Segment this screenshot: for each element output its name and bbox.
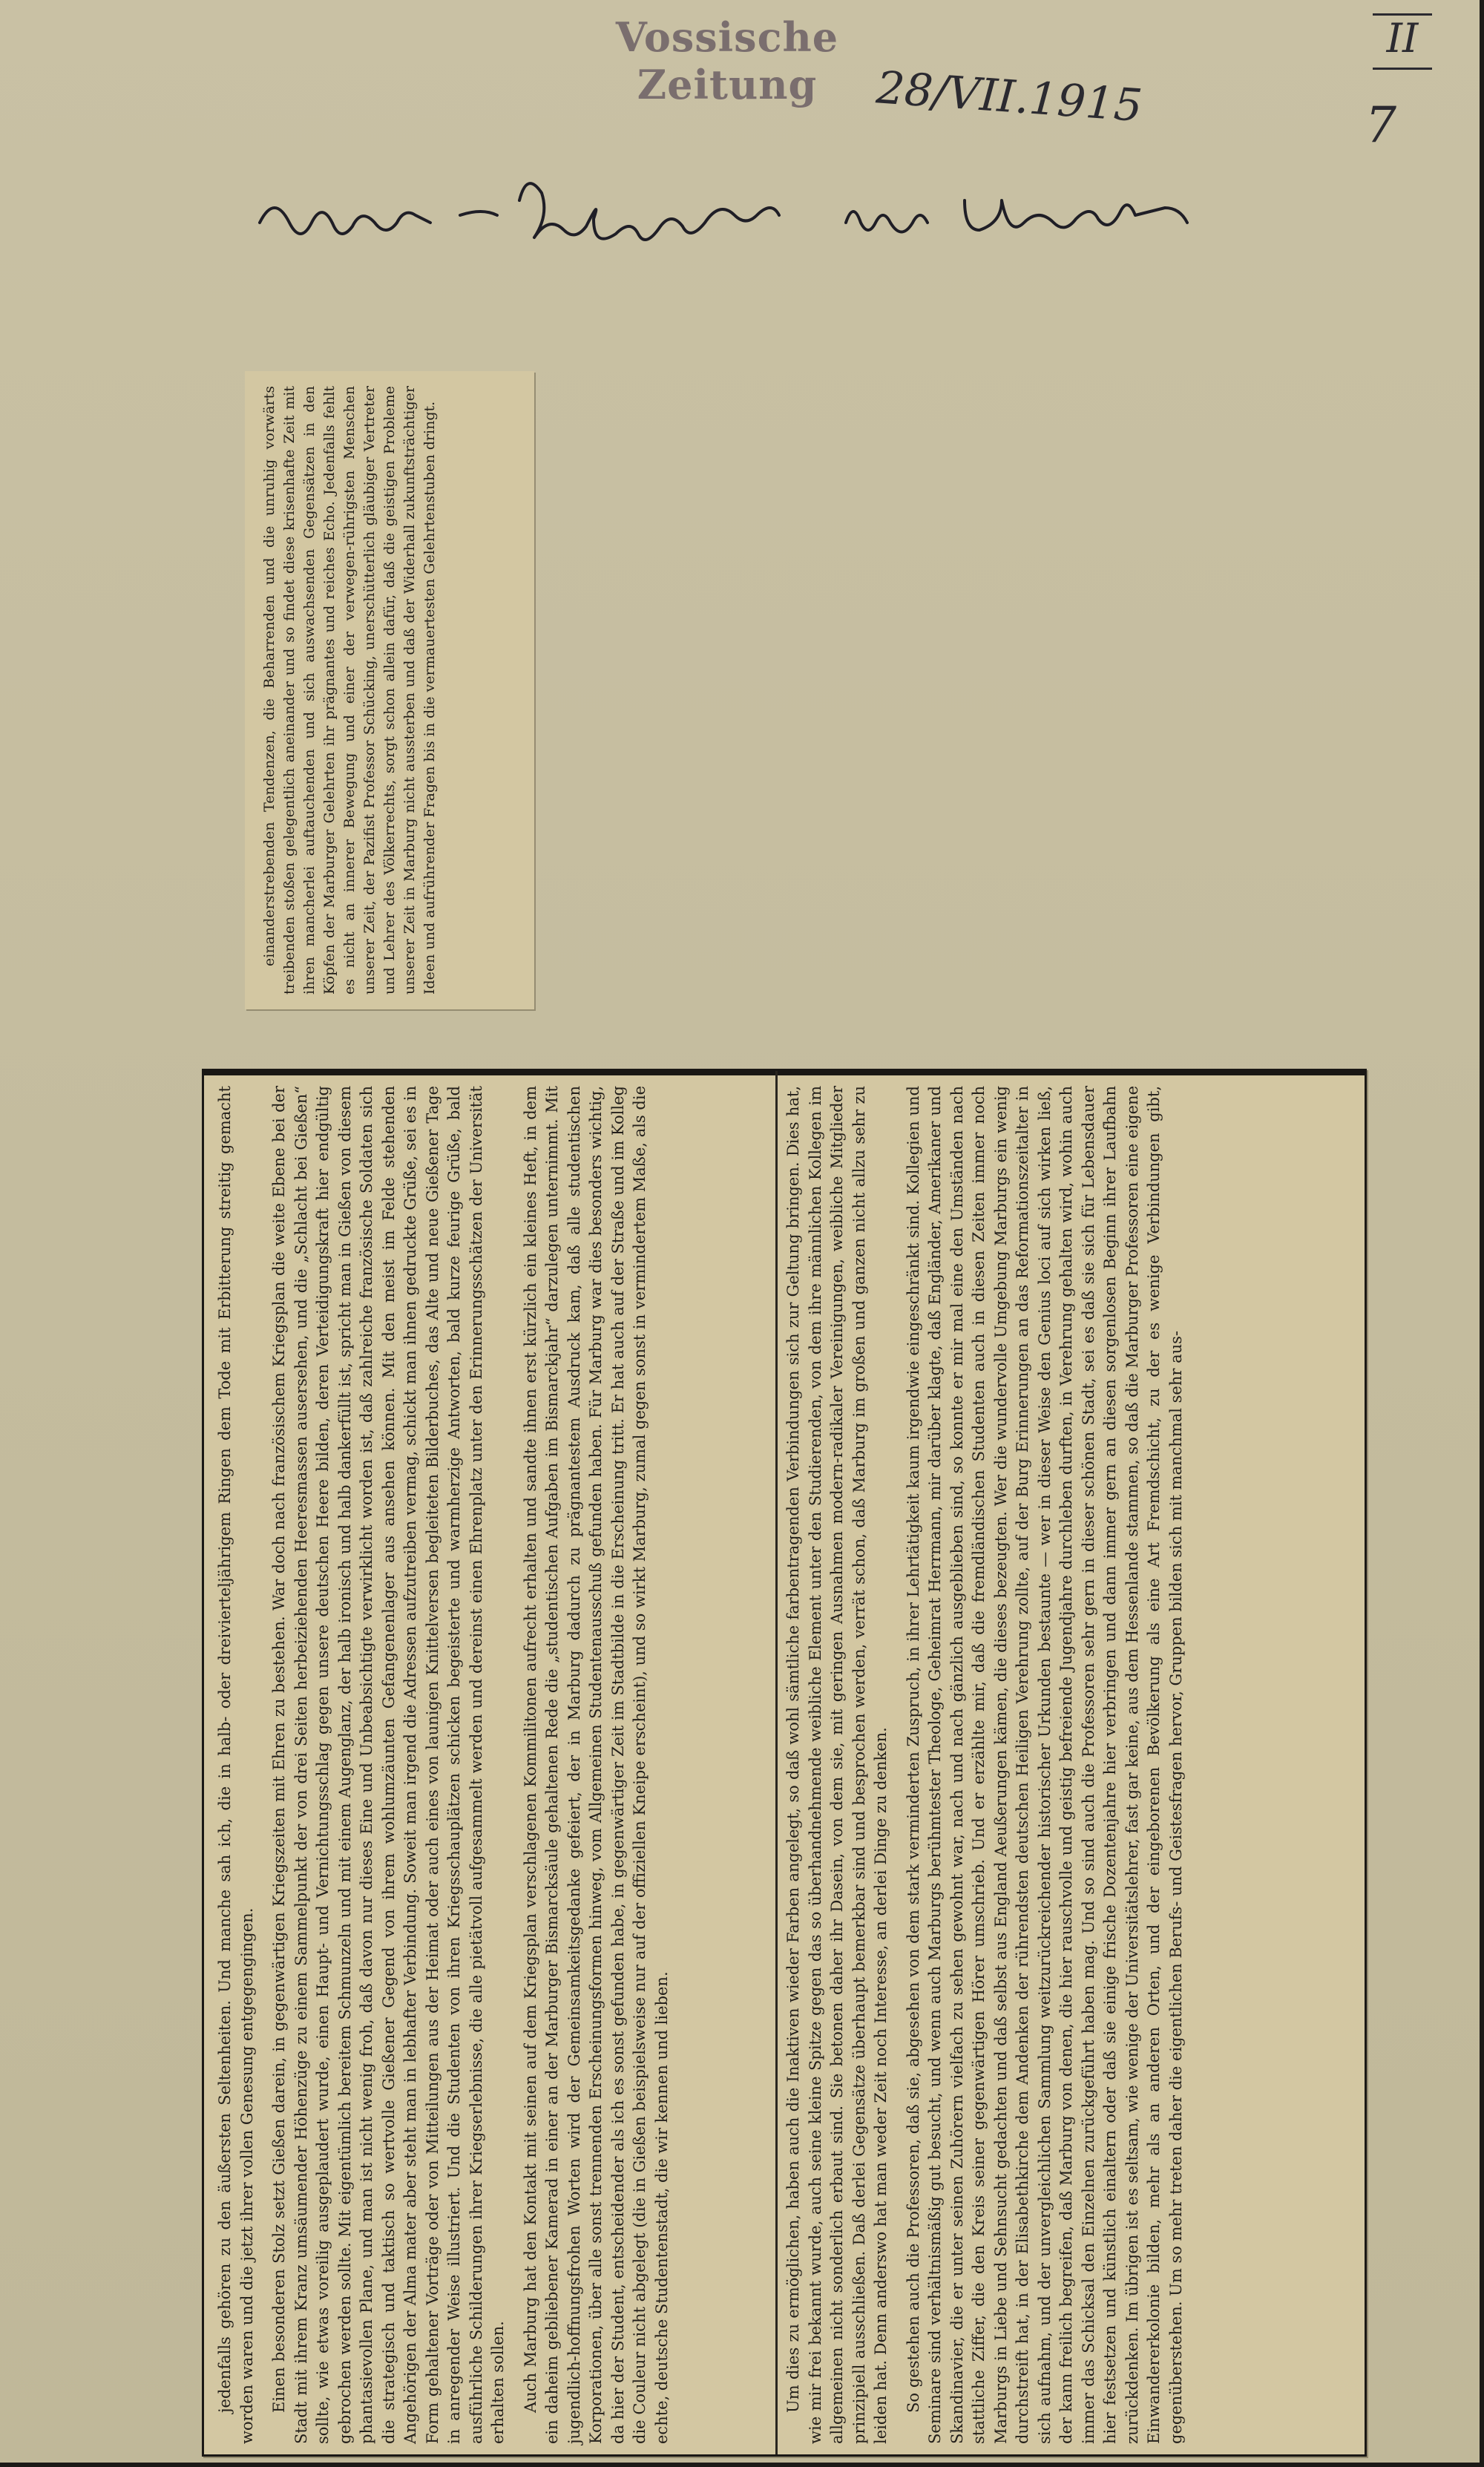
article-column-2 (783, 1086, 1332, 2444)
column-1-paragraph: jedenfalls gehören zu den äußersten Seltenheiten. Und manche sah ich, die in halb- oder dreivierteljährigem Ringen dem Tode mit Erbitterung streitig gemacht worden waren und die jetzt ihrer vollen Genesung entgegengingen. (216, 1086, 256, 2444)
article-column-1 (214, 1086, 749, 2444)
column-divider (775, 1071, 778, 2454)
handwritten-title-signature (252, 171, 1321, 260)
handwritten-page-number: 7 (1365, 96, 1396, 154)
column-1-paragraph: Auch Marburg hat den Kontakt mit seinen auf dem Kriegsplan verschlagenen Kommilitonen aufrecht erhalten und sandte ihnen erst kürzlich ein kleines Heft, in dem ein daheim gebliebener Kamerad in einer an der Marburger Bismarcksäule gehaltenen Rede die „studentischen Aufgaben im Bismarckjahr“ darzulegen unternimmt. Mit jugendlich-hoffnungsfrohen Worten wird der Gemeinsamkeitsgedanke gefeiert, der in Marburg dadurch zu prägnantestem Ausdruck kam, daß alle studentischen Korporationen, über alle sonst trennenden Erscheinungsformen hinweg, vom Allgemeinen Studentenausschuß gefunden haben. Für Marburg war dies besonders wichtig, da hier der Student, entscheidender als ich es sonst gefunden habe, in gegenwärtiger Zeit im Stadtbilde in die Erscheinung tritt. Er hat auch auf der Straße und im Kolleg die Couleur nicht abgelegt (die in Gießen beispielsweise nur auf der offiziellen Kneipe erscheint), und so wirkt Marburg, zumal gegen sonst in vermindertem Maße, als die echte, deutsche Studentenstadt, die wir kennen und lieben. (521, 1086, 671, 2444)
clipping-lower (202, 1069, 1367, 2457)
column-2-paragraph: So gestehen auch die Professoren, daß sie, abgesehen von dem stark verminderten Zuspruch, in ihrer Lehrtätigkeit kaum irgendwie eingeschränkt sind. Kollegien und Seminare sind verhältnismäßig gut besucht, und wenn auch Marburgs berühmtester Theologe, Geheimrat Herrmann, mir darüber klagte, daß Engländer, Amerikaner und Skandinavier, die er unter seinen Zuhörern vielfach zu sehen gewohnt war, nach und nach gänzlich ausgeblieben sind, so konnte er mir mal eine den Umständen nach stattliche Ziffer, die den Kreis seiner gegenwärtigen Hörer umschrieb. Und er erzählte mir, daß die fremdländischen Studenten auch in diesen Zeiten immer noch Marburgs in Liebe und Sehnsucht gedachten und daß selbst aus England Aeußerungen kämen, die dieses bezeugten. Wer die wundervolle Umgebung Marburgs ein wenig durchstreift hat, in der Elisabethkirche dem Andenken der rührendsten deutschen Heiligen Verehrung zollte, auf der Burg Erinnerungen an das Reformationszeitalter in sich aufnahm, und der unvergleichlichen Sammlung weitzurückreichender historischer Urkunden bestaunte — wer in dieser Weise den Genius loci auf sich wirken ließ, der kann freilich begreifen, daß Marburg von denen, die hier rauschvolle und geistig befreiende Jugendjahre durchleben durften, in Verehrung gehalten wird, wohin auch immer das Schicksal den Einzelnen zurückgeführt haben mag. Und so sind auch die Professoren sehr gern in dieser schönen Stadt, sei es daß sie sich für Lebensdauer hier festsetzen und künstlich einaltern oder daß sie einige frische Dozentenjahre hier verbringen und dann immer gern an diesen sorgenlosen Beginn ihrer Laufbahn zurückdenken. Im übrigen ist es seltsam, wie wenige der Universitätslehrer, fast gar keine, aus dem Hessenlande stammen, so daß die Marburger Professoren eine eigene Einwandererkolonie bilden, mehr als an anderen Orten, und der eingeborenen Bevölkerung als eine Art Fremdschicht, zu der es wenige Verbindungen gibt, gegenüberstehen. Um so mehr treten daher die eigentlichen Berufs- und Geistesfragen hervor, Gruppen bilden sich mit manchmal sehr aus- (904, 1086, 1185, 2444)
handwritten-title (252, 171, 1321, 260)
handwritten-roman-numeral: II (1373, 13, 1432, 70)
clipping-upper-text (260, 386, 527, 995)
clipping-top-rule (204, 1071, 1365, 1075)
clipping-upper (245, 371, 534, 1009)
newspaper-stamp: Vossische Zeitung (615, 13, 839, 108)
handwritten-date: 28/VII.1915 (874, 62, 1144, 133)
column-2-paragraph: Um dies zu ermöglichen, haben auch die Inaktiven wieder Farben angelegt, so daß wohl sämtliche farbentragenden Verbindungen sich zur Geltung bringen. Dies hat, wie mir frei bekannt wurde, auch seine kleine Spitze gegen das so überhandnehmende weibliche Element unter den Studierenden, von dem ihre männlichen Kollegen im allgemeinen nicht sonderlich erbaut sind. Sie betonen daher ihr Dasein, von dem sie, mit geringen Ausnahmen modern-radikaler Vereinigungen, weibliche Mitglieder prinzipiell ausschließen. Daß derlei Gegensätze überhaupt bemerkbar sind und besprochen werden, verrät schon, daß Marburg im großen und ganzen nicht allzu sehr zu leiden hat. Denn anderswo hat man weder Zeit noch Interesse, an derlei Dinge zu denken. (784, 1086, 890, 2444)
column-1-paragraph: Einen besonderen Stolz setzt Gießen darein, in gegenwärtigen Kriegszeiten mit Ehren zu bestehen. War doch nach französischem Kriegsplan die weite Ebene bei der Stadt mit ihrem Kranz umsäumender Höhenzüge zu einem Sammelpunkt der von drei Seiten herbeiziehenden Heeresmassen ausersehen, und die „Schlacht bei Gießen“ sollte, wie etwas voreilig ausgeplaudert wurde, einen Haupt- und Vernichtungsschlag gegen unsere deutschen Heere bilden, deren Verteidigungskraft hier endgültig gebrochen werden sollte. Mit eigentümlich bereitem Schmunzeln und mit einem Augenglanz, der halb ironisch und halb dankerfüllt ist, spricht man in Gießen von diesem phantasievollen Plane, und man ist nicht wenig froh, daß davon nur dieses Eine und Unbeabsichtigte verwirklicht worden ist, daß zahlreiche französische Soldaten sich die strategisch und taktisch so wertvolle Gießener Gegend von ihrem wohlumzäunten Gefangenenlager aus ansehen können. Mit den meist im Felde stehenden Angehörigen der Alma mater aber steht man in lebhafter Verbindung. Soweit man irgend die Adressen aufzutreiben vermag, schickt man ihnen gedruckte Grüße, sei es in Form gehaltener Vorträge oder von Mitteilungen aus der Heimat oder auch eines von launigen Knittelversen begleiteten Bilderbuches, das Alte und neue Gießener Tage in anregender Weise illustriert. Und die Studenten von ihren Kriegsschauplätzen schicken begeisterte und warmherzige Antworten, bald kurze feurige Grüße, bald ausführliche Schilderungen ihrer Kriegserlebnisse, die alle pietätvoll aufgesammelt werden und dereinst einen Ehrenplatz unter den Erinnerungsschätzen der Universität erhalten sollen. (270, 1086, 507, 2444)
clipping-upper-paragraph: einanderstrebenden Tendenzen, die Beharrenden und die unruhig vorwärts treibenden stoßen gelegentlich aneinander und so findet diese krisenhafte Zeit mit ihren mancherlei auftauchenden und sich auswachsenden Gegensätzen in den Köpfen der Marburger Gelehrten ihr prägnantes und reiches Echo. Jedenfalls fehlt es nicht an innerer Bewegung und einer der verwegen-rührigsten Menschen unserer Zeit, der Pazifist Professor Schücking, unerschütterlich gläubiger Vertreter und Lehrer des Völkerrechts, sorgt schon allein dafür, daß die geistigen Probleme unserer Zeit in Marburg nicht aussterben und daß der Widerhall zukunftsträchtiger Ideen und aufrührender Fragen bis in die vermauertesten Gelehrtenstuben dringt. (261, 386, 438, 995)
